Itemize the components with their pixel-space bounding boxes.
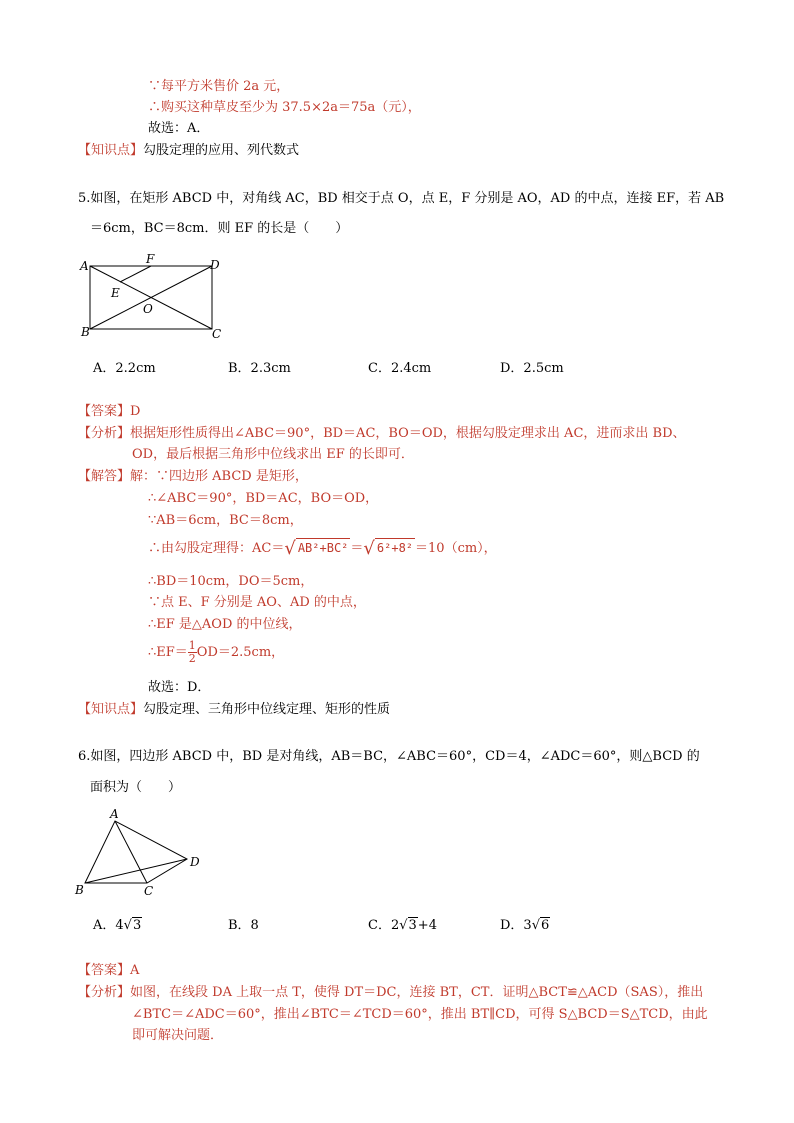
segment-ac bbox=[115, 821, 147, 883]
analysis-label: 【分析】 bbox=[78, 426, 131, 441]
label-e: E bbox=[111, 286, 120, 300]
q6-analysis-line-2: ∠BTC＝∠ADC＝60°，推出∠BTC＝∠TCD＝60°，推出 BT∥CD，可得 S△BCD＝S△TCD，由此 bbox=[132, 1007, 708, 1022]
q5-solution-line-5: ∴BD＝10cm，DO＝5cm， bbox=[148, 574, 314, 589]
label-a: A bbox=[110, 807, 119, 821]
fraction-denominator: 2 bbox=[188, 652, 196, 665]
quadrilateral-abdc bbox=[85, 821, 187, 883]
q5-option-c: C．2.4cm bbox=[368, 361, 432, 376]
q5-option-a: A．2.2cm bbox=[93, 361, 156, 376]
label-b: B bbox=[81, 325, 90, 339]
label-c: C bbox=[144, 884, 154, 898]
sqrt-radicand-2: 6²+8² bbox=[375, 538, 415, 557]
radicand: 6 bbox=[541, 918, 550, 933]
label-c: C bbox=[212, 327, 222, 341]
answer-label: 【答案】 bbox=[78, 963, 131, 978]
sqrt-radicand-1: AB²+BC² bbox=[296, 538, 351, 557]
q5-solution-line-6: ∵点 E、F 分别是 AO、AD 的中点， bbox=[148, 595, 366, 610]
q5-stem-line-1: 5.如图，在矩形 ABCD 中，对角线 AC，BD 相交于点 O，点 E，F 分别是 AO，AD 的中点，连接 EF，若 AB bbox=[78, 191, 725, 206]
q6-option-b: B．8 bbox=[228, 918, 259, 933]
q5-option-d: D．2.5cm bbox=[500, 361, 564, 376]
label-d: D bbox=[190, 855, 200, 869]
q5-knowledge-point bbox=[78, 701, 390, 719]
pythagoras-prefix: ∴由勾股定理得：AC＝ bbox=[148, 541, 285, 556]
prev-knowledge-point bbox=[78, 142, 299, 160]
q5-solution-line-7: ∴EF 是△AOD 的中位线， bbox=[148, 617, 302, 632]
radicand: 3 bbox=[408, 918, 417, 933]
q6-answer bbox=[78, 962, 139, 980]
q5-solution-line-4 bbox=[148, 538, 497, 558]
label-f: F bbox=[146, 252, 155, 266]
q5-solution-line-1 bbox=[78, 468, 308, 486]
label-b: B bbox=[75, 883, 84, 897]
prev-solution-line-2: ∴购买这种草皮至少为 37.5×2a＝75a（元）， bbox=[148, 100, 421, 115]
fraction-one-half bbox=[188, 640, 197, 665]
q5-answer bbox=[78, 403, 140, 421]
prev-solution-line-3: 故选：A． bbox=[148, 121, 210, 136]
q6-analysis-line-1 bbox=[78, 984, 703, 1002]
equals: ＝ bbox=[350, 541, 364, 556]
option-text: C．2 bbox=[368, 918, 400, 933]
q6-analysis-line-3: 即可解决问题． bbox=[132, 1028, 224, 1043]
fraction-numerator: 1 bbox=[188, 639, 196, 652]
solution-label: 【解答】 bbox=[78, 469, 131, 484]
q5-solution-line-2: ∴∠ABC＝90°，BD＝AC，BO＝OD， bbox=[148, 491, 379, 506]
q6-stem-line-2: 面积为（ ） bbox=[90, 780, 182, 795]
q5-solution-line-9: 故选：D． bbox=[148, 680, 211, 695]
answer-value: D bbox=[130, 404, 141, 419]
q6-stem-line-1: 6.如图，四边形 ABCD 中，BD 是对角线，AB＝BC，∠ABC＝60°，CD＝4，∠ADC＝60°，则△BCD 的 bbox=[78, 749, 700, 764]
option-tail: +4 bbox=[417, 918, 437, 933]
prev-solution-line-1: ∵每平方米售价 2a 元， bbox=[148, 79, 290, 94]
option-text: D．3 bbox=[500, 918, 532, 933]
sqrt-sign: √ bbox=[531, 918, 540, 933]
q6-option-d bbox=[500, 914, 550, 933]
ef-prefix: ∴EF＝ bbox=[148, 645, 188, 660]
q5-solution-line-3: ∵AB＝6cm，BC＝8cm， bbox=[148, 513, 303, 528]
sqrt-sign: √ bbox=[123, 918, 132, 933]
sqrt-sign: √ bbox=[399, 918, 408, 933]
sqrt-sign: √ bbox=[363, 538, 375, 559]
answer-label: 【答案】 bbox=[78, 404, 131, 419]
q6-quadrilateral-diagram bbox=[72, 806, 212, 898]
solution-text: 解：∵四边形 ABCD 是矩形， bbox=[130, 469, 308, 484]
pythagoras-result: ＝10（cm）， bbox=[415, 541, 497, 556]
q5-solution-line-8 bbox=[148, 640, 284, 665]
option-text: A．4 bbox=[93, 918, 124, 933]
radicand: 3 bbox=[132, 918, 142, 933]
label-a: A bbox=[80, 259, 89, 273]
answer-value: A bbox=[130, 963, 140, 978]
q5-analysis-line-1 bbox=[78, 425, 686, 443]
q5-analysis-line-2: OD，最后根据三角形中位线求出 EF 的长即可． bbox=[132, 447, 414, 462]
knowledge-label: 【知识点】 bbox=[78, 143, 144, 158]
knowledge-label: 【知识点】 bbox=[78, 702, 144, 717]
knowledge-text: 勾股定理的应用、列代数式 bbox=[143, 143, 300, 158]
q6-option-a bbox=[93, 914, 142, 933]
label-d: D bbox=[210, 258, 220, 272]
analysis-label: 【分析】 bbox=[78, 985, 131, 1000]
ef-result: OD＝2.5cm， bbox=[196, 645, 285, 660]
analysis-text: 如图，在线段 DA 上取一点 T，使得 DT＝DC，连接 BT，CT．证明△BCT≌△ACD（SAS），推出 bbox=[130, 985, 704, 1000]
q6-option-c bbox=[368, 914, 437, 933]
sqrt-sign: √ bbox=[284, 538, 296, 559]
knowledge-text: 勾股定理、三角形中位线定理、矩形的性质 bbox=[143, 702, 391, 717]
analysis-text: 根据矩形性质得出∠ABC＝90°，BD＝AC，BO＝OD，根据勾股定理求出 AC，进而求出 BD、 bbox=[130, 426, 686, 441]
q5-stem-line-2: ＝6cm，BC＝8cm．则 EF 的长是（ ） bbox=[90, 221, 349, 236]
label-o: O bbox=[143, 302, 153, 316]
segment-ef bbox=[120, 266, 151, 282]
q5-rectangle-diagram bbox=[76, 252, 236, 344]
q5-option-b: B．2.3cm bbox=[228, 361, 291, 376]
